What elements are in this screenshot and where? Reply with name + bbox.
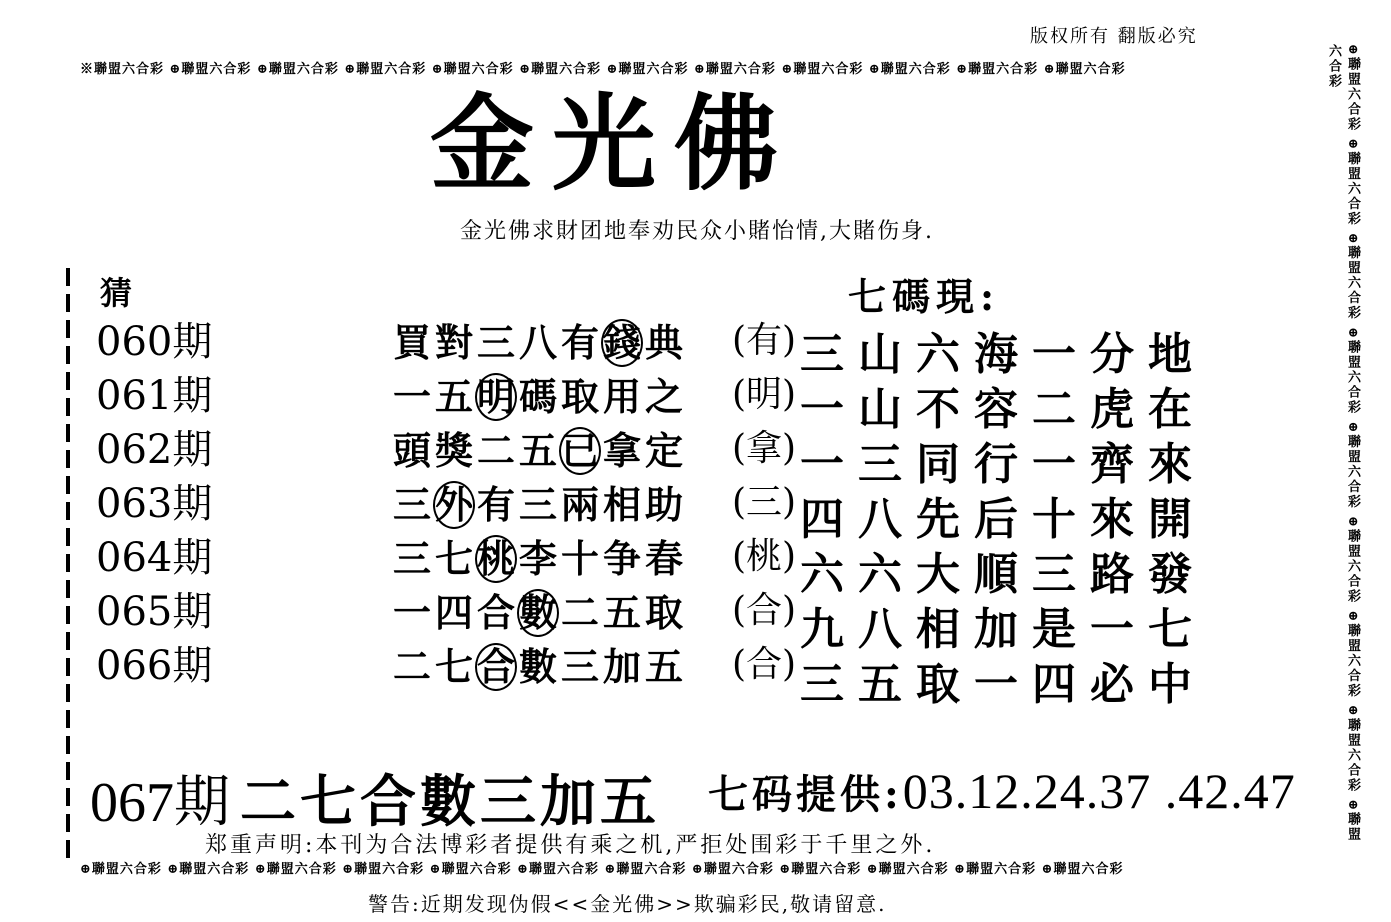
circled-character: 合 <box>477 644 516 689</box>
riddle-character: 一 <box>392 374 431 419</box>
riddle-character: 八 <box>518 320 557 365</box>
answer-text: (三) <box>732 482 797 523</box>
riddle-character: 七 <box>434 536 473 581</box>
riddle-phrase <box>391 636 685 691</box>
riddle-character: 取 <box>644 590 683 635</box>
poem-line: 六六大順三路發 <box>800 549 1206 600</box>
circled-character: 錢 <box>603 320 642 365</box>
riddle-character: 取 <box>560 374 599 419</box>
prediction-list <box>96 306 797 689</box>
riddle-character: 三 <box>476 320 515 365</box>
side-watermark-strip: ⊕聯盟六合彩 ⊕聯盟六合彩 ⊕聯盟六合彩 ⊕聯盟六合彩 ⊕聯盟六合彩 ⊕聯盟六合彩 ⊕聯盟六合彩 ⊕聯盟六合彩 ⊕聯盟六合彩 <box>1326 44 1360 843</box>
page-title: 金光佛 <box>430 82 797 205</box>
prediction-row <box>96 360 797 419</box>
bottom-watermark-strip: ⊕聯盟六合彩 ⊕聯盟六合彩 ⊕聯盟六合彩 ⊕聯盟六合彩 ⊕聯盟六合彩 ⊕聯盟六合彩 ⊕聯盟六合彩 ⊕聯盟六合彩 ⊕聯盟六合彩 ⊕聯盟六合彩 ⊕聯盟六合彩 ⊕聯盟六合彩 <box>80 862 1124 877</box>
final-period: 067期 <box>90 772 230 834</box>
riddle-character: 二 <box>392 644 431 689</box>
riddle-character: 拿 <box>602 428 641 473</box>
riddle-phrase <box>391 366 685 421</box>
riddle-character: 有 <box>560 320 599 365</box>
poem-line: 三山六海一分地 <box>800 329 1206 380</box>
riddle-character: 三 <box>392 482 431 527</box>
riddle-character: 定 <box>644 428 683 473</box>
riddle-character: 争 <box>602 536 641 581</box>
riddle-character: 數 <box>518 644 557 689</box>
riddle-character: 碼 <box>518 374 557 419</box>
riddle-character: 一 <box>392 590 431 635</box>
riddle-character: 五 <box>518 428 557 473</box>
riddle-character: 五 <box>602 590 641 635</box>
riddle-character: 合 <box>476 590 515 635</box>
copyright-notice: 版权所有 翻版必究 <box>1030 26 1198 47</box>
guess-label: 猜 <box>100 274 133 312</box>
prediction-row <box>96 630 797 689</box>
riddle-character: 對 <box>434 320 473 365</box>
period-label: 062期 <box>96 427 213 473</box>
riddle-character: 之 <box>644 374 683 419</box>
circled-character: 數 <box>519 590 558 635</box>
riddle-character: 五 <box>434 374 473 419</box>
riddle-character: 買 <box>392 320 431 365</box>
period-label: 061期 <box>96 373 213 419</box>
riddle-character: 典 <box>644 320 683 365</box>
riddle-phrase <box>391 474 685 529</box>
poem-line: 一三同行一齊來 <box>800 439 1206 490</box>
riddle-phrase <box>391 420 685 475</box>
poem-line: 三五取一四必中 <box>800 659 1206 710</box>
prediction-row <box>96 576 797 635</box>
final-phrase: 二七合數三加五 <box>240 769 660 835</box>
period-label: 060期 <box>96 319 213 365</box>
subtitle: 金光佛求財团地奉劝民众小賭怡情,大賭伤身. <box>460 219 934 244</box>
prediction-row <box>96 468 797 527</box>
answer-text: (拿) <box>732 428 797 469</box>
seven-codes <box>708 762 1296 820</box>
riddle-character: 三 <box>518 482 557 527</box>
answer-text: (合) <box>732 590 797 631</box>
riddle-character: 二 <box>476 428 515 473</box>
prediction-row <box>96 414 797 473</box>
riddle-character: 李 <box>518 536 557 581</box>
riddle-phrase <box>391 528 685 583</box>
circled-character: 已 <box>561 428 600 473</box>
riddle-character: 助 <box>644 482 683 527</box>
prediction-row <box>96 306 797 365</box>
riddle-phrase <box>391 312 685 367</box>
riddle-character: 用 <box>602 374 641 419</box>
answer-text: (有) <box>732 320 797 361</box>
top-watermark-strip: ※聯盟六合彩 ⊕聯盟六合彩 ⊕聯盟六合彩 ⊕聯盟六合彩 ⊕聯盟六合彩 ⊕聯盟六合彩 ⊕聯盟六合彩 ⊕聯盟六合彩 ⊕聯盟六合彩 ⊕聯盟六合彩 ⊕聯盟六合彩 ⊕聯盟六合彩 <box>80 62 1126 77</box>
period-label: 066期 <box>96 643 213 689</box>
answer-text: (合) <box>732 644 797 685</box>
seven-code-title: 七碼現: <box>848 274 1001 319</box>
answer-text: (桃) <box>732 536 797 577</box>
poem-block <box>800 318 1206 710</box>
riddle-character: 兩 <box>560 482 599 527</box>
poem-line: 九八相加是一七 <box>800 604 1206 655</box>
period-label: 063期 <box>96 481 213 527</box>
codes-value: 03.12.24.37 .42.47 <box>902 763 1296 819</box>
riddle-character: 獎 <box>434 428 473 473</box>
riddle-character: 有 <box>476 482 515 527</box>
riddle-character: 頭 <box>392 428 431 473</box>
riddle-character: 五 <box>644 644 683 689</box>
riddle-character: 春 <box>644 536 683 581</box>
codes-label: 七码提供: <box>708 771 903 818</box>
circled-character: 明 <box>477 374 516 419</box>
riddle-character: 加 <box>602 644 641 689</box>
period-label: 065期 <box>96 589 213 635</box>
prediction-row <box>96 522 797 581</box>
riddle-character: 三 <box>392 536 431 581</box>
riddle-phrase <box>391 582 685 637</box>
statement-text: 郑重声明:本刊为合法博彩者提供有乘之机,严拒处围彩于千里之外. <box>205 833 936 858</box>
riddle-character: 相 <box>602 482 641 527</box>
riddle-character: 二 <box>560 590 599 635</box>
circled-character: 桃 <box>477 536 516 581</box>
poem-line: 四八先后十來開 <box>800 494 1206 545</box>
left-dashed-border <box>66 268 70 858</box>
warning-text: 警告:近期发现伪假<<金光佛>>欺骗彩民,敬请留意. <box>368 892 887 916</box>
poem-line: 一山不容二虎在 <box>800 384 1206 435</box>
riddle-character: 七 <box>434 644 473 689</box>
final-prediction <box>90 758 660 838</box>
answer-text: (明) <box>732 374 797 415</box>
riddle-character: 十 <box>560 536 599 581</box>
riddle-character: 三 <box>560 644 599 689</box>
period-label: 064期 <box>96 535 213 581</box>
circled-character: 外 <box>435 482 474 527</box>
riddle-character: 四 <box>434 590 473 635</box>
